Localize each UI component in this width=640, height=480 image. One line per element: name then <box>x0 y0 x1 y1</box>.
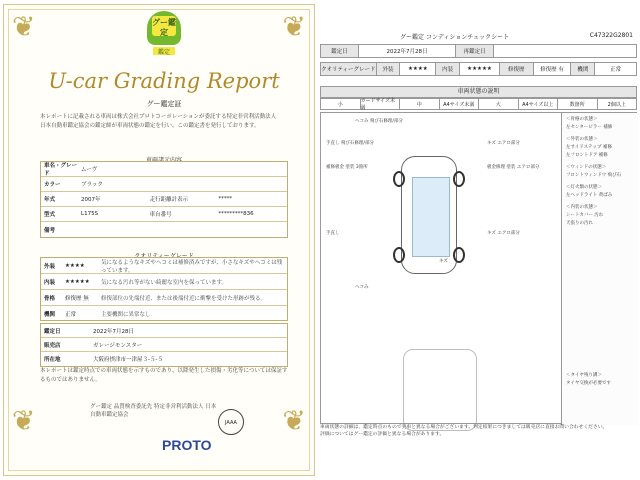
sheet-footer <box>320 424 637 438</box>
name-value: ムーヴ <box>81 167 98 173</box>
redate-value <box>494 45 636 57</box>
jaaa-logo: JAAA <box>218 409 244 435</box>
ornament-top-left: ❦ <box>12 10 36 43</box>
side-note: フロントウィンドウ 飛び石 <box>566 173 622 178</box>
footer-line: 車両状態の詳細は、鑑定時点のもので実車と異なる場合がございます。判定結果につきましては販売店に直接お問い合わせください。 <box>320 425 608 430</box>
repair-value: 修復歴 有 <box>534 63 572 75</box>
grade-label: 外装 <box>44 263 56 270</box>
proto-logo: PROTO <box>162 437 212 453</box>
chassis-label: 車台番号 <box>149 212 172 218</box>
diagram-label: 手直し 飛び石修理/部分 <box>326 141 374 146</box>
diagram-label: キズ エアロ部分 <box>487 231 520 236</box>
side-note: シートカバー 汚れ <box>566 213 604 218</box>
shop-label: 販売店 <box>44 342 61 349</box>
date-label: 鑑定日 <box>321 45 359 57</box>
model-value: L175S <box>81 211 99 217</box>
state-title: 車両状態の説明 <box>320 86 637 98</box>
date-label: 鑑定日 <box>44 328 61 335</box>
car-interior-view <box>403 349 477 431</box>
grade-description: 主要機関に異常なし <box>101 312 151 318</box>
sheet-header <box>320 4 637 44</box>
report-intro: 本レポートに記載される車両は株式会社プロトコーポレーションが委託する特定非営利活動法人日本自動車鑑定協会の鑑定師が車両状態の鑑定を行い、この鑑定書を発行しております。 <box>40 114 277 129</box>
interior-value: ★★★★★ <box>460 63 500 75</box>
date-value: 2022年7月28日 <box>93 328 134 335</box>
issuer-text: グー鑑定 品質検査委託先 特定非営利活動法人 日本自動車鑑定協会 <box>90 404 217 418</box>
interior-label: 内装 <box>436 63 460 75</box>
exterior-label: 外装 <box>377 63 401 75</box>
diagram-label: キズ エアロ部分 <box>487 141 520 146</box>
year-value: 2007年 <box>81 197 101 203</box>
side-note: ＜灯火類の状態＞ <box>566 185 602 190</box>
scale-item: カードサイズ未満 <box>361 99 401 109</box>
vehicle-spec-table <box>40 161 288 238</box>
sheet-number: C47322G2801 <box>589 32 633 39</box>
badge-sub-text: 鑑定 <box>153 47 175 55</box>
condition-diagram <box>320 112 637 424</box>
footer-line: 評価についてはグー鑑定の評価と異なる場合があります。 <box>320 432 445 437</box>
grade-label: 骨格 <box>44 295 56 302</box>
date-bar <box>320 44 637 58</box>
side-note: 左センターピラー 補修 <box>566 125 613 130</box>
goo-kantei-badge <box>147 11 181 57</box>
shop-value: ガレージモンスター <box>93 342 143 349</box>
scale-bar <box>320 98 637 110</box>
date-value: 2022年7月28日 <box>359 45 456 57</box>
grade-value: 修復歴 無 <box>65 295 89 302</box>
badge-text: グー鑑定 <box>152 18 176 37</box>
report-title: U-car Grading Report <box>48 69 280 93</box>
mileage-label: 走行距離計表示 <box>149 197 189 203</box>
grade-value: ★★★★★ <box>65 278 90 285</box>
wheel-icon <box>453 247 465 263</box>
diagram-label: キズ <box>439 259 448 264</box>
diagram-label: ヘコみ <box>355 285 369 290</box>
address-value: 大阪府摂津市一津屋３-５-５ <box>93 357 163 363</box>
side-note: ＜外装の状態＞ <box>566 137 598 142</box>
address-label: 所在地 <box>44 357 61 363</box>
grade-table <box>40 257 288 321</box>
shop-table <box>40 323 288 367</box>
side-note: 天張りの汚れ <box>566 221 593 226</box>
grade-title: クオリティーグレード <box>321 63 377 75</box>
condition-check-sheet <box>320 4 637 476</box>
grade-description: 気になるようなキズやヘコミは補修済みですが、小さなキズやヘコミは残っています。 <box>101 259 283 274</box>
scale-item: A4サイズ以上 <box>519 99 559 109</box>
grade-description: 気になる汚れ等がない綺麗な室内を保っています。 <box>101 279 228 286</box>
side-note: タイヤ交換が必要です <box>566 381 611 386</box>
engine-label: 機関 <box>571 63 595 75</box>
ornament-bottom-right: ❦ <box>282 404 306 437</box>
diagram-label: 補修板金 塗装 3箇所 <box>326 165 368 170</box>
grade-bar <box>320 62 637 76</box>
scale-item: 2個以上 <box>607 101 626 108</box>
repair-label: 修復歴 <box>500 63 534 75</box>
scale-item: 中 <box>400 99 440 109</box>
remarks-label: 備考 <box>44 227 56 234</box>
scale-item: 小 <box>321 99 361 109</box>
side-note: ＜ウィンドの状態＞ <box>566 165 607 170</box>
side-note: 左ヘッドライト 黄ばみ <box>566 193 613 198</box>
grading-report-page <box>3 4 315 476</box>
side-note: ＜タイヤ残り溝＞ <box>566 373 602 378</box>
name-label: 車名・グレード <box>44 163 78 177</box>
car-top-view <box>401 156 457 274</box>
side-note: 左サイドステップ 補修 <box>566 145 612 150</box>
year-label: 年式 <box>44 197 56 203</box>
condition-notes-panel <box>561 113 638 425</box>
report-subtitle: グー鑑定証 <box>146 100 182 108</box>
side-note: ＜内装の状態＞ <box>566 205 598 210</box>
side-note: 左フロントドア 補修 <box>566 153 608 158</box>
scale-item: 大 <box>479 99 519 109</box>
grade-value: ★★★★ <box>65 262 85 269</box>
scale-item: 数箇所 <box>558 99 598 109</box>
diagram-label: ヘコみ 飛び石修理/部分 <box>355 119 403 124</box>
redate-label: 再鑑定日 <box>456 45 494 57</box>
ornament-bottom-left: ❦ <box>12 404 36 437</box>
scale-item: A4サイズ未満 <box>440 99 480 109</box>
diagram-label: 板金修理 塗装 エアロ部分 <box>487 165 540 170</box>
grade-label: 内装 <box>44 279 56 286</box>
wheel-icon <box>453 171 465 187</box>
chassis-value: *********836 <box>218 211 254 217</box>
grade-label: 機関 <box>44 312 56 318</box>
wheel-icon <box>393 171 405 187</box>
color-value: ブラック <box>81 182 103 188</box>
color-label: カラー <box>44 182 61 188</box>
sheet-title: グー鑑定 コンディションチェックシート <box>400 34 510 41</box>
grade-value: 正常 <box>65 312 77 318</box>
engine-value: 正常 <box>610 67 622 73</box>
model-label: 型式 <box>44 212 56 218</box>
grade-description: 修復部位の先端付近、または後端付近に衝撃を受けた形跡が残る。 <box>101 295 267 302</box>
exterior-value: ★★★★ <box>400 63 436 75</box>
report-notes: 本レポートは鑑定時点での車両状態を示すものであり、以降発生した損傷・劣化等については保証するものではありません。 <box>40 368 288 383</box>
ornament-top-right: ❦ <box>282 10 306 43</box>
mileage-value: ***** <box>218 196 233 202</box>
diagram-label: 手直し <box>326 231 340 236</box>
side-note: ＜骨格の状態＞ <box>566 117 598 122</box>
wheel-icon <box>393 247 405 263</box>
